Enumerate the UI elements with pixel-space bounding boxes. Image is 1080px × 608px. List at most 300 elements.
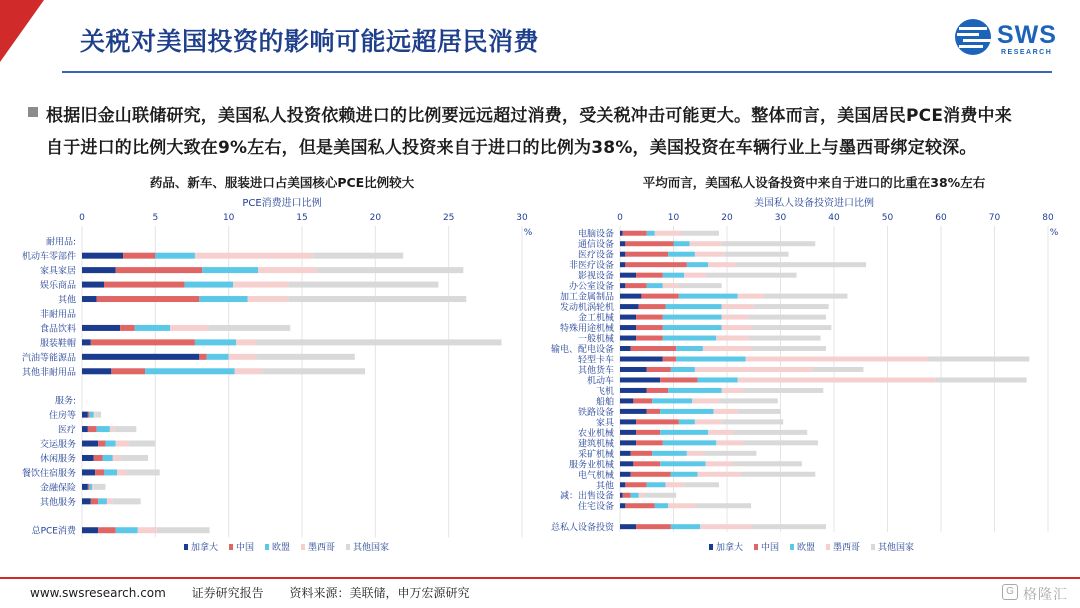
row-label: 服务:: [54, 396, 76, 407]
chart-title: 平均而言，美国私人设备投资中来自于进口的比重在38%左右: [642, 175, 986, 190]
legend-swatch: [871, 544, 875, 550]
bar-segment: [620, 503, 625, 508]
row-label: 医疗: [57, 425, 76, 436]
row-label: 建筑机械: [577, 439, 614, 450]
axis-label: PCE消费进口比例: [242, 198, 322, 209]
bullet-square-icon: [28, 107, 38, 117]
bar-segment: [663, 325, 722, 330]
row-label: 特殊用途机械: [559, 324, 614, 335]
sws-logo-icon: [955, 19, 991, 55]
legend-label: 欧盟: [272, 543, 291, 553]
row-label: 金融保险: [39, 483, 76, 494]
bar-segment: [88, 426, 97, 432]
bar-segment: [813, 367, 864, 372]
bar-segment: [647, 283, 663, 288]
x-tick-label: 30: [774, 213, 787, 223]
bar-segment: [110, 426, 114, 432]
x-tick-label: 10: [222, 213, 235, 223]
x-tick-label: 10: [667, 213, 680, 223]
footer-source: 资料来源：美联储，申万宏源研究: [289, 586, 470, 600]
footer: [30, 584, 492, 601]
bar-segment: [620, 524, 636, 529]
bar-segment: [620, 336, 636, 341]
bar-segment: [722, 241, 816, 246]
bar-segment: [117, 469, 126, 475]
bar-segment: [94, 455, 103, 461]
bar-segment: [195, 339, 236, 345]
bar-segment: [687, 451, 703, 456]
bar-segment: [631, 346, 676, 351]
row-label: 电脑设备: [577, 229, 614, 240]
bar-segment: [706, 461, 733, 466]
footer-report-type: 证券研究报告: [191, 586, 264, 600]
bar-segment: [722, 304, 754, 309]
summary-text: [46, 100, 1066, 164]
bar-segment: [663, 357, 676, 362]
bar-segment: [735, 262, 866, 267]
bar-segment: [639, 304, 666, 309]
legend-label: 欧盟: [797, 543, 816, 553]
bar-segment: [692, 398, 719, 403]
legend-swatch: [346, 544, 350, 550]
bar-segment: [655, 231, 682, 236]
legend-swatch: [265, 544, 269, 550]
bar-segment: [668, 252, 695, 257]
bar-segment: [82, 325, 120, 331]
bar-segment: [82, 441, 98, 447]
row-label: 交运服务: [39, 440, 76, 451]
row-label: 住宅设备: [577, 502, 614, 513]
bar-segment: [698, 377, 738, 382]
bar-segment: [660, 377, 697, 382]
bar-segment: [317, 267, 464, 273]
legend-swatch: [184, 544, 188, 550]
bar-segment: [170, 325, 208, 331]
summary-line-2: 自于进口的比例大致在9%左右，但是美国私人投资来自于进口的比例为38%，美国投资在车辆行业上与墨西哥绑定较深。: [46, 138, 977, 158]
bar-segment: [748, 336, 820, 341]
row-label: 休闲服务: [39, 454, 76, 465]
row-label: 金工机械: [577, 313, 614, 324]
bar-segment: [236, 339, 257, 345]
header-divider: [62, 71, 1052, 73]
bar-segment: [207, 354, 229, 360]
legend-label: 墨西哥: [308, 543, 336, 553]
bar-segment: [82, 426, 88, 432]
unit-label: %: [523, 228, 533, 238]
logo-text: SWS: [997, 21, 1057, 49]
axis-label: 美国私人设备投资进口比例: [754, 198, 874, 209]
bar-segment: [625, 482, 646, 487]
bar-segment: [719, 398, 778, 403]
page-title: 关税对美国投资的影响可能远超居民消费: [80, 27, 540, 56]
bar-segment: [620, 262, 625, 267]
bar-segment: [647, 409, 660, 414]
bar-segment: [722, 315, 749, 320]
bar-segment: [687, 262, 708, 267]
row-label: 非医疗设备: [568, 261, 614, 272]
bar-segment: [636, 419, 679, 424]
bar-segment: [257, 354, 355, 360]
bar-segment: [636, 524, 671, 529]
bar-segment: [620, 231, 623, 236]
bar-segment: [660, 409, 714, 414]
bar-segment: [706, 273, 797, 278]
row-label: 办公室设备: [568, 282, 614, 293]
logo-subtext: RESEARCH: [1001, 49, 1053, 56]
bar-segment: [754, 304, 829, 309]
x-tick-label: 20: [369, 213, 382, 223]
row-label: 医疗设备: [577, 250, 614, 261]
bar-segment: [95, 469, 104, 475]
bar-segment: [625, 283, 646, 288]
bar-segment: [620, 273, 636, 278]
bar-segment: [703, 451, 757, 456]
row-label: 飞机: [595, 386, 614, 397]
bar-segment: [126, 469, 160, 475]
bar-segment: [258, 267, 317, 273]
bar-segment: [113, 498, 141, 504]
x-tick-label: 0: [79, 213, 85, 223]
bar-segment: [668, 503, 695, 508]
bar-segment: [620, 440, 636, 445]
legend-swatch: [709, 544, 713, 550]
bar-segment: [208, 325, 290, 331]
bar-segment: [620, 377, 660, 382]
bar-segment: [690, 241, 722, 246]
chart-investment-import-share: [544, 172, 1066, 562]
bar-segment: [674, 241, 690, 246]
bar-segment: [620, 252, 625, 257]
bar-segment: [116, 527, 138, 533]
row-label: 娱乐商品: [39, 281, 76, 292]
bar-segment: [235, 368, 263, 374]
bar-segment: [665, 482, 684, 487]
row-label: 轻型卡车: [577, 355, 614, 366]
summary-line-1: 根据旧金山联储研究，美国私人投资依赖进口的比例要远远超过消费，受关税冲击可能更大。整体而言，美国居民PCE消费中来: [46, 106, 1012, 126]
bar-segment: [724, 252, 788, 257]
unit-label: %: [1049, 228, 1059, 238]
x-tick-label: 40: [828, 213, 840, 223]
bar-segment: [722, 325, 751, 330]
x-tick-label: 20: [721, 213, 733, 223]
bar-segment: [82, 282, 104, 288]
bar-segment: [751, 325, 831, 330]
bar-segment: [95, 412, 101, 418]
row-label: 其他货车: [577, 365, 614, 376]
row-label: 家具家居: [39, 266, 76, 277]
bar-segment: [636, 315, 663, 320]
bar-segment: [738, 409, 781, 414]
bar-segment: [695, 503, 751, 508]
bar-segment: [82, 354, 199, 360]
bar-segment: [289, 296, 466, 302]
chart-pce-import-share: [14, 172, 544, 562]
bar-segment: [660, 430, 708, 435]
bar-segment: [695, 367, 813, 372]
bar-segment: [647, 367, 671, 372]
bar-segment: [94, 412, 95, 418]
slide-header: [0, 0, 1080, 78]
bar-segment: [625, 503, 654, 508]
bar-segment: [82, 527, 98, 533]
bar-segment: [936, 377, 1027, 382]
bar-segment: [631, 451, 652, 456]
bar-segment: [114, 426, 136, 432]
bar-segment: [107, 498, 113, 504]
bar-segment: [708, 262, 735, 267]
row-label: 采矿机械: [577, 449, 614, 460]
bar-segment: [751, 524, 826, 529]
bar-segment: [111, 368, 145, 374]
row-label: 耐用品:: [45, 237, 76, 248]
row-label: 其他非耐用品: [21, 367, 76, 378]
legend-label: 中国: [761, 543, 780, 553]
bar-segment: [620, 283, 625, 288]
bar-segment: [647, 231, 655, 236]
bar-segment: [202, 267, 258, 273]
bar-segment: [620, 461, 633, 466]
bar-segment: [82, 368, 111, 374]
bar-segment: [199, 296, 247, 302]
x-tick-label: 60: [935, 213, 947, 223]
legend-label: 加拿大: [716, 543, 744, 553]
row-label: 发动机涡轮机: [559, 303, 614, 314]
bar-segment: [104, 469, 117, 475]
bar-segment: [714, 409, 738, 414]
bar-segment: [636, 325, 663, 330]
bar-segment: [620, 325, 636, 330]
bar-segment: [695, 252, 724, 257]
bar-segment: [682, 231, 719, 236]
bar-segment: [928, 357, 1030, 362]
bar-segment: [746, 357, 928, 362]
bar-segment: [620, 409, 647, 414]
bar-segment: [129, 441, 155, 447]
bar-segment: [88, 412, 89, 418]
watermark-text: 格隆汇: [1023, 587, 1068, 603]
row-label: 其他: [595, 481, 614, 492]
bar-segment: [641, 294, 678, 299]
bar-segment: [620, 357, 663, 362]
bar-segment: [116, 267, 203, 273]
bar-segment: [620, 388, 647, 393]
bar-segment: [157, 527, 210, 533]
legend-label: 加拿大: [191, 543, 219, 553]
bar-segment: [663, 440, 717, 445]
row-label: 餐饮住宿服务: [21, 468, 76, 479]
x-tick-label: 70: [988, 213, 1001, 223]
footer-divider: [0, 577, 1080, 579]
bar-segment: [636, 430, 660, 435]
x-tick-label: 5: [152, 213, 159, 223]
row-label: 住房等: [48, 411, 76, 422]
legend-swatch: [754, 544, 758, 550]
row-label: 减：出售设备: [559, 491, 614, 502]
bar-segment: [248, 296, 289, 302]
bar-segment: [97, 296, 200, 302]
bar-segment: [620, 304, 639, 309]
bar-segment: [98, 498, 107, 504]
bar-segment: [145, 368, 234, 374]
bar-segment: [103, 455, 113, 461]
bar-segment: [652, 451, 687, 456]
bar-segment: [82, 339, 91, 345]
chart-svg: [14, 172, 544, 562]
legend-label: 墨西哥: [833, 543, 861, 553]
bar-segment: [620, 482, 625, 487]
bar-segment: [644, 493, 676, 498]
bar-segment: [671, 472, 698, 477]
bar-segment: [91, 339, 195, 345]
bar-segment: [716, 336, 748, 341]
bar-segment: [722, 419, 784, 424]
bar-segment: [105, 441, 115, 447]
bar-segment: [625, 241, 673, 246]
legend-label: 中国: [236, 543, 255, 553]
bar-segment: [620, 315, 636, 320]
row-label: 加工金属制品: [559, 292, 614, 303]
bar-segment: [289, 282, 439, 288]
row-label: 其他服务: [39, 497, 76, 508]
row-label: 机动车: [586, 376, 614, 387]
bar-segment: [738, 377, 936, 382]
row-label: 其他: [57, 295, 76, 306]
bar-segment: [233, 282, 289, 288]
bar-segment: [312, 253, 403, 259]
bar-segment: [743, 388, 823, 393]
bar-segment: [620, 294, 641, 299]
bar-segment: [82, 253, 123, 259]
bar-segment: [89, 484, 92, 490]
footer-website[interactable]: www.swsresearch.com: [30, 586, 166, 600]
bar-segment: [631, 493, 639, 498]
bar-segment: [620, 346, 631, 351]
x-tick-label: 30: [516, 213, 528, 223]
bar-segment: [663, 283, 679, 288]
bar-segment: [748, 315, 826, 320]
red-corner-decoration: [0, 0, 44, 62]
bar-segment: [91, 498, 98, 504]
bar-segment: [623, 231, 647, 236]
row-label: 非耐用品: [39, 309, 76, 320]
bar-segment: [663, 336, 717, 341]
legend-swatch: [826, 544, 830, 550]
bar-segment: [82, 469, 95, 475]
bar-segment: [738, 294, 765, 299]
row-label: 船舶: [595, 397, 614, 408]
bar-segment: [679, 283, 722, 288]
bar-segment: [623, 493, 631, 498]
bar-segment: [668, 388, 722, 393]
bar-segment: [104, 282, 185, 288]
bar-segment: [631, 472, 671, 477]
bar-segment: [660, 461, 705, 466]
bar-segment: [262, 368, 365, 374]
bar-segment: [82, 412, 88, 418]
bar-segment: [82, 296, 97, 302]
bar-segment: [698, 472, 741, 477]
x-tick-label: 25: [442, 213, 455, 223]
bar-segment: [135, 325, 170, 331]
row-label: 电气机械: [577, 470, 614, 481]
bar-segment: [82, 455, 94, 461]
bar-segment: [620, 493, 623, 498]
row-label: 输电、配电设备: [550, 345, 614, 356]
bar-segment: [620, 367, 647, 372]
bar-segment: [620, 419, 636, 424]
bar-segment: [620, 472, 631, 477]
bar-segment: [732, 461, 802, 466]
chart-title: 药品、新车、服装进口占美国核心PCE比例较大: [149, 175, 415, 190]
bar-segment: [663, 315, 722, 320]
bar-segment: [633, 398, 652, 403]
row-label: 食品饮料: [39, 324, 76, 335]
legend-label: 其他国家: [353, 543, 390, 553]
row-label: 家具: [595, 418, 614, 429]
bar-segment: [185, 282, 233, 288]
bar-segment: [740, 472, 815, 477]
bar-segment: [703, 346, 751, 351]
watermark: [1002, 583, 1080, 603]
bar-segment: [679, 294, 738, 299]
bar-segment: [123, 253, 155, 259]
bar-segment: [199, 354, 206, 360]
legend-label: 其他国家: [878, 543, 915, 553]
bar-segment: [82, 267, 116, 273]
bar-segment: [743, 440, 818, 445]
bar-segment: [113, 455, 120, 461]
sws-logo: [955, 19, 1065, 63]
bar-segment: [88, 484, 89, 490]
bar-segment: [647, 482, 666, 487]
bar-segment: [665, 304, 721, 309]
bar-segment: [620, 430, 636, 435]
bar-segment: [722, 388, 743, 393]
row-label: 服务业机械: [568, 460, 614, 471]
bar-segment: [97, 426, 110, 432]
row-label: 总PCE消费: [31, 526, 76, 537]
bar-segment: [625, 252, 668, 257]
bar-segment: [695, 419, 722, 424]
bar-segment: [684, 273, 705, 278]
bar-segment: [94, 484, 106, 490]
bar-segment: [120, 325, 135, 331]
bar-segment: [636, 336, 663, 341]
bar-segment: [684, 482, 719, 487]
bar-segment: [732, 430, 807, 435]
row-label: 农业机械: [577, 428, 614, 439]
bar-segment: [89, 412, 93, 418]
bar-segment: [138, 527, 157, 533]
row-label: 总私人设备投资: [550, 523, 614, 534]
legend-swatch: [229, 544, 233, 550]
bar-segment: [82, 484, 88, 490]
bar-segment: [82, 498, 91, 504]
row-label: 服装鞋帽: [39, 338, 76, 349]
row-label: 铁路设备: [577, 407, 614, 418]
bar-segment: [764, 294, 847, 299]
bar-segment: [625, 262, 687, 267]
row-label: 通信设备: [577, 240, 614, 251]
row-label: 机动车零部件: [21, 252, 76, 263]
bar-segment: [195, 253, 312, 259]
bar-segment: [671, 524, 700, 529]
bar-segment: [257, 339, 502, 345]
bar-segment: [155, 253, 195, 259]
bar-segment: [716, 440, 743, 445]
bar-segment: [92, 484, 93, 490]
bar-segment: [633, 461, 660, 466]
